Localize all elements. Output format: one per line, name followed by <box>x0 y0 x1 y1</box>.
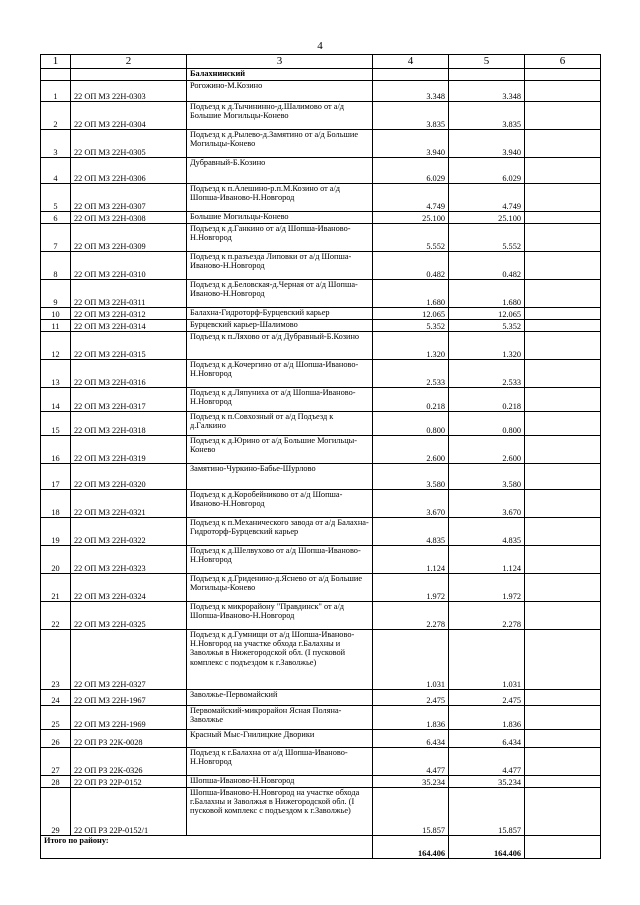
table-row <box>41 788 601 836</box>
row-number: 6 <box>41 212 71 224</box>
table-row <box>41 412 601 436</box>
total-col5: 164.406 <box>449 836 525 859</box>
empty-col6 <box>525 360 601 388</box>
road-code: 22 ОП МЗ 22Н-0317 <box>71 388 187 412</box>
road-code: 22 ОП МЗ 22Н-0305 <box>71 130 187 158</box>
road-code: 22 ОП МЗ 22Н-0324 <box>71 574 187 602</box>
length-col5: 4.749 <box>449 184 525 212</box>
length-total: 2.278 <box>373 602 449 630</box>
empty-col6 <box>525 748 601 776</box>
empty-col6 <box>525 280 601 308</box>
road-code: 22 ОП МЗ 22Н-0307 <box>71 184 187 212</box>
empty-col6 <box>525 788 601 836</box>
table-row <box>41 464 601 490</box>
road-name: Балахна-Гидроторф-Бурцевский карьер <box>187 308 373 320</box>
length-col5: 15.857 <box>449 788 525 836</box>
table-row <box>41 320 601 332</box>
table-row <box>41 224 601 252</box>
length-total: 3.348 <box>373 81 449 102</box>
empty-col6 <box>525 81 601 102</box>
table-row <box>41 332 601 360</box>
length-col5: 3.348 <box>449 81 525 102</box>
row-number: 11 <box>41 320 71 332</box>
length-total: 1.031 <box>373 630 449 690</box>
table-row <box>41 102 601 130</box>
table-row <box>41 308 601 320</box>
length-col5: 1.680 <box>449 280 525 308</box>
length-col5: 1.972 <box>449 574 525 602</box>
length-total: 4.835 <box>373 518 449 546</box>
total-col4: 164.406 <box>373 836 449 859</box>
empty-col6 <box>525 252 601 280</box>
road-name: Подъезд к г.Балахна от а/д Шопша-Иваново-Н.Новгород <box>187 748 373 776</box>
table-row <box>41 730 601 748</box>
length-total: 3.835 <box>373 102 449 130</box>
length-col5: 3.580 <box>449 464 525 490</box>
table-row <box>41 776 601 788</box>
row-number: 14 <box>41 388 71 412</box>
length-total: 5.552 <box>373 224 449 252</box>
length-col5: 4.835 <box>449 518 525 546</box>
road-name: Подъезд к д.Рылево-д.Замятино от а/д Большие Могильцы-Конево <box>187 130 373 158</box>
row-number: 12 <box>41 332 71 360</box>
road-name: Подъезд к д.Беловская-д.Черная от а/д Шопша-Иваново-Н.Новгород <box>187 280 373 308</box>
row-number: 21 <box>41 574 71 602</box>
empty-col6 <box>525 690 601 706</box>
row-number: 10 <box>41 308 71 320</box>
length-col5: 1.836 <box>449 706 525 730</box>
road-name: Подъезд к д.Юрино от а/д Большие Могильцы-Конево <box>187 436 373 464</box>
road-name: Рогожино-М.Козино <box>187 81 373 102</box>
length-total: 3.670 <box>373 490 449 518</box>
empty-col6 <box>525 490 601 518</box>
road-code: 22 ОП МЗ 22Н-0322 <box>71 518 187 546</box>
length-total: 0.800 <box>373 412 449 436</box>
road-code: 22 ОП МЗ 22Н-0312 <box>71 308 187 320</box>
length-total: 1.680 <box>373 280 449 308</box>
length-total: 0.218 <box>373 388 449 412</box>
total-label: Итого по району: <box>41 836 373 859</box>
empty-col6 <box>525 308 601 320</box>
road-code: 22 ОП РЗ 22К-0326 <box>71 748 187 776</box>
road-code: 22 ОП МЗ 22Н-0303 <box>71 81 187 102</box>
road-code: 22 ОП МЗ 22Н-0310 <box>71 252 187 280</box>
table-row <box>41 436 601 464</box>
empty-col6 <box>525 412 601 436</box>
table-row <box>41 252 601 280</box>
road-code: 22 ОП МЗ 22Н-0304 <box>71 102 187 130</box>
road-name: Подъезд к микрорайону "Правдинск" от а/д Шопша-Иваново-Н.Новгород <box>187 602 373 630</box>
row-number: 24 <box>41 690 71 706</box>
empty-col6 <box>525 320 601 332</box>
length-total: 2.600 <box>373 436 449 464</box>
road-name: Подъезд к д.Ганкино от а/д Шопша-Иваново-Н.Новгород <box>187 224 373 252</box>
empty-col6 <box>525 706 601 730</box>
row-number: 26 <box>41 730 71 748</box>
length-col5: 12.065 <box>449 308 525 320</box>
length-col5: 3.670 <box>449 490 525 518</box>
road-name: Подъезд к д.Коробейниково от а/д Шопша-Иваново-Н.Новгород <box>187 490 373 518</box>
length-total: 1.836 <box>373 706 449 730</box>
table-row <box>41 360 601 388</box>
road-code: 22 ОП РЗ 22Р-0152 <box>71 776 187 788</box>
empty-col6 <box>525 184 601 212</box>
table-row <box>41 81 601 102</box>
road-name: Подъезд к д.Шелвухово от а/д Шопша-Иваново-Н.Новгород <box>187 546 373 574</box>
table-row <box>41 158 601 184</box>
road-code: 22 ОП МЗ 22Н-0308 <box>71 212 187 224</box>
length-total: 3.580 <box>373 464 449 490</box>
table-row <box>41 212 601 224</box>
total-row <box>41 836 601 859</box>
length-col5: 0.218 <box>449 388 525 412</box>
row-number: 13 <box>41 360 71 388</box>
length-col5: 6.029 <box>449 158 525 184</box>
column-header: 4 <box>373 55 449 69</box>
table-row <box>41 574 601 602</box>
road-code: 22 ОП МЗ 22Н-0327 <box>71 630 187 690</box>
empty-col6 <box>525 630 601 690</box>
length-total: 35.234 <box>373 776 449 788</box>
row-number: 22 <box>41 602 71 630</box>
row-number: 20 <box>41 546 71 574</box>
row-number: 15 <box>41 412 71 436</box>
column-header: 2 <box>71 55 187 69</box>
row-number: 16 <box>41 436 71 464</box>
empty-col6 <box>525 102 601 130</box>
empty-col6 <box>525 602 601 630</box>
length-col5: 35.234 <box>449 776 525 788</box>
empty-col6 <box>525 388 601 412</box>
road-name: Дубравный-Б.Козино <box>187 158 373 184</box>
road-code: 22 ОП МЗ 22Н-1967 <box>71 690 187 706</box>
table-row <box>41 602 601 630</box>
page-number: 4 <box>317 40 323 52</box>
empty-col6 <box>525 730 601 748</box>
length-col5: 6.434 <box>449 730 525 748</box>
road-name: Подъезд к д.Ляпунихa от а/д Шопша-Иваново-Н.Новгород <box>187 388 373 412</box>
road-name: Подъезд к д.Гумнищи от а/д Шопша-Иваново-Н.Новгород на участке обхода г.Балахны и Заволжья в Нижегородской обл. (I пусковой комплекс с подъездом к г.Заволжье) <box>187 630 373 690</box>
row-number: 18 <box>41 490 71 518</box>
length-col5: 1.124 <box>449 546 525 574</box>
road-code: 22 ОП МЗ 22Н-0321 <box>71 490 187 518</box>
length-col5: 25.100 <box>449 212 525 224</box>
column-header: 5 <box>449 55 525 69</box>
road-code: 22 ОП МЗ 22Н-1969 <box>71 706 187 730</box>
length-col5: 4.477 <box>449 748 525 776</box>
length-total: 0.482 <box>373 252 449 280</box>
road-name: Шопша-Иваново-Н.Новгород на участке обхода г.Балахны и Заволжья в Нижегородской обл. (I пусковой комплекс с подъездом к г.Заволжье) <box>187 788 373 836</box>
row-number: 17 <box>41 464 71 490</box>
row-number: 1 <box>41 81 71 102</box>
road-code: 22 ОП МЗ 22Н-0315 <box>71 332 187 360</box>
table-row <box>41 748 601 776</box>
road-code: 22 ОП МЗ 22Н-0311 <box>71 280 187 308</box>
length-col5: 2.600 <box>449 436 525 464</box>
length-total: 25.100 <box>373 212 449 224</box>
road-code: 22 ОП МЗ 22Н-0306 <box>71 158 187 184</box>
empty-col6 <box>525 130 601 158</box>
length-total: 2.533 <box>373 360 449 388</box>
road-code: 22 ОП РЗ 22К-0028 <box>71 730 187 748</box>
length-col5: 2.278 <box>449 602 525 630</box>
row-number: 7 <box>41 224 71 252</box>
table-row <box>41 490 601 518</box>
length-total: 15.857 <box>373 788 449 836</box>
road-name: Подъезд к п.Алешино-р.п.М.Козино от а/д Шопша-Иваново-Н.Новгород <box>187 184 373 212</box>
road-name: Подъезд к п.разъезда Липовки от а/д Шопша-Иваново-Н.Новгород <box>187 252 373 280</box>
road-name: Шопша-Иваново-Н.Новгород <box>187 776 373 788</box>
road-code: 22 ОП РЗ 22Р-0152/1 <box>71 788 187 836</box>
roads-table <box>40 54 601 859</box>
road-code: 22 ОП МЗ 22Н-0309 <box>71 224 187 252</box>
length-total: 5.352 <box>373 320 449 332</box>
road-name: Подъезд к д.Кочергино от а/д Шопша-Иваново-Н.Новгород <box>187 360 373 388</box>
length-col5: 3.835 <box>449 102 525 130</box>
empty-col6 <box>525 776 601 788</box>
row-number: 8 <box>41 252 71 280</box>
length-total: 6.029 <box>373 158 449 184</box>
table-row <box>41 280 601 308</box>
table-row <box>41 388 601 412</box>
road-code: 22 ОП МЗ 22Н-0316 <box>71 360 187 388</box>
table-row <box>41 546 601 574</box>
empty-col6 <box>525 212 601 224</box>
road-code: 22 ОП МЗ 22Н-0314 <box>71 320 187 332</box>
column-header: 1 <box>41 55 71 69</box>
column-header: 6 <box>525 55 601 69</box>
table-row <box>41 184 601 212</box>
road-name: Подъезд к д.Тычининно-д.Шалимово от а/д Большие Могильцы-Конево <box>187 102 373 130</box>
road-name: Подъезд к п.Механического завода от а/д Балахна-Гидроторф-Бурцевский карьер <box>187 518 373 546</box>
length-col5: 1.031 <box>449 630 525 690</box>
length-total: 4.749 <box>373 184 449 212</box>
table-row <box>41 630 601 690</box>
column-header: 3 <box>187 55 373 69</box>
table-row <box>41 518 601 546</box>
length-total: 1.972 <box>373 574 449 602</box>
road-code: 22 ОП МЗ 22Н-0323 <box>71 546 187 574</box>
length-col5: 3.940 <box>449 130 525 158</box>
road-code: 22 ОП МЗ 22Н-0325 <box>71 602 187 630</box>
district-row <box>41 69 601 81</box>
empty-col6 <box>525 518 601 546</box>
row-number: 19 <box>41 518 71 546</box>
row-number: 27 <box>41 748 71 776</box>
road-name: Красный Мыс-Гнилицкие Дворики <box>187 730 373 748</box>
length-col5: 5.552 <box>449 224 525 252</box>
empty-col6 <box>525 546 601 574</box>
road-name: Подъезд к п.Ляхово от а/д Дубравный-Б.Козино <box>187 332 373 360</box>
table-row <box>41 690 601 706</box>
empty-col6 <box>525 436 601 464</box>
header-row <box>41 55 601 69</box>
row-number: 28 <box>41 776 71 788</box>
row-number: 25 <box>41 706 71 730</box>
length-total: 3.940 <box>373 130 449 158</box>
row-number: 2 <box>41 102 71 130</box>
length-total: 6.434 <box>373 730 449 748</box>
length-col5: 0.800 <box>449 412 525 436</box>
district-name: Балахнинский <box>187 69 373 81</box>
length-col5: 2.475 <box>449 690 525 706</box>
row-number: 29 <box>41 788 71 836</box>
length-total: 4.477 <box>373 748 449 776</box>
length-total: 12.065 <box>373 308 449 320</box>
length-col5: 0.482 <box>449 252 525 280</box>
row-number: 4 <box>41 158 71 184</box>
row-number: 3 <box>41 130 71 158</box>
row-number: 9 <box>41 280 71 308</box>
empty-col6 <box>525 464 601 490</box>
length-total: 1.124 <box>373 546 449 574</box>
road-code: 22 ОП МЗ 22Н-0319 <box>71 436 187 464</box>
length-col5: 2.533 <box>449 360 525 388</box>
length-total: 2.475 <box>373 690 449 706</box>
table-row <box>41 706 601 730</box>
road-name: Бурцевский карьер-Шалимово <box>187 320 373 332</box>
road-name: Первомайский-микрорайон Ясная Поляна-Заволжье <box>187 706 373 730</box>
empty-col6 <box>525 332 601 360</box>
length-col5: 1.320 <box>449 332 525 360</box>
road-name: Замятино-Чуркино-Бабье-Шурлово <box>187 464 373 490</box>
road-name: Подъезд к д.Гриденино-д.Яснево от а/д Большие Могильцы-Конево <box>187 574 373 602</box>
empty-col6 <box>525 158 601 184</box>
road-name: Большие Могильцы-Конево <box>187 212 373 224</box>
row-number: 23 <box>41 630 71 690</box>
road-code: 22 ОП МЗ 22Н-0318 <box>71 412 187 436</box>
table-row <box>41 130 601 158</box>
empty-col6 <box>525 574 601 602</box>
row-number: 5 <box>41 184 71 212</box>
road-name: Заволжье-Первомайский <box>187 690 373 706</box>
empty-col6 <box>525 224 601 252</box>
road-code: 22 ОП МЗ 22Н-0320 <box>71 464 187 490</box>
length-total: 1.320 <box>373 332 449 360</box>
length-col5: 5.352 <box>449 320 525 332</box>
road-name: Подъезд к п.Совхозный от а/д Подъезд к д.Галкино <box>187 412 373 436</box>
